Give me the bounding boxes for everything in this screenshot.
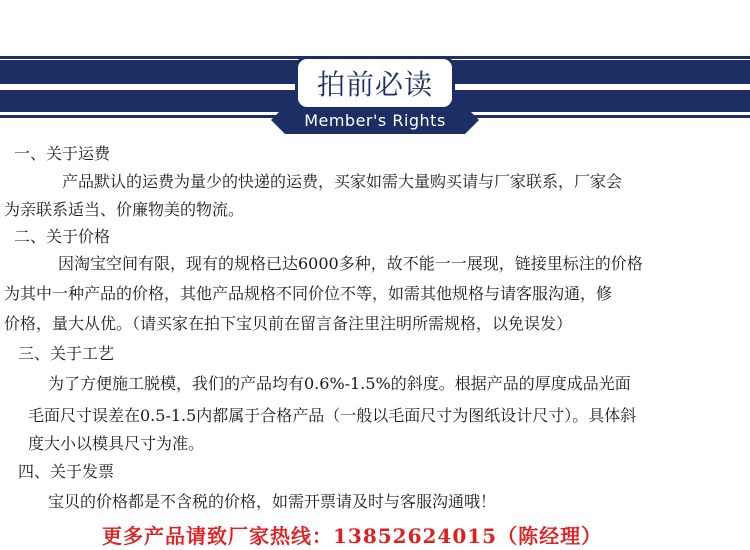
ribbon-left-tip (271, 106, 285, 134)
section-text-line: 毛面尺寸误差在0.5-1.5内都属于合格产品（一般以毛面尺寸为图纸设计尺寸）。具体斜 (28, 406, 637, 425)
header-banner (0, 0, 750, 150)
section-text-line: 产品默认的运费为量少的快递的运费，买家如需大量购买请与厂家联系，厂家会 (62, 172, 623, 191)
section-text-line: 度大小以模具尺寸为准。 (28, 434, 205, 453)
banner-ribbon (285, 106, 465, 134)
section-text-line: 价格，量大从优。（请买家在拍下宝贝前在留言备注里注明所需规格，以免误发） (4, 314, 573, 333)
banner-subtitle: Member's Rights (304, 110, 446, 130)
section-text-line: 为其中一种产品的价格，其他产品规格不同价位不等，如需其他规格与请客服沟通，修 (4, 284, 613, 303)
section-heading-price: 二、关于价格 (14, 227, 111, 246)
banner-badge (275, 50, 475, 138)
banner-title-box (295, 56, 455, 110)
section-heading-shipping: 一、关于运费 (14, 144, 111, 163)
ribbon-right-tip (465, 106, 479, 134)
hotline-text: 更多产品请致厂家热线：13852624015（陈经理） (102, 524, 603, 548)
section-heading-invoice: 四、关于发票 (18, 462, 115, 481)
section-text-line: 为亲联系适当、价廉物美的物流。 (4, 200, 245, 219)
section-heading-craft: 三、关于工艺 (18, 344, 115, 363)
section-text-line: 因淘宝空间有限，现有的规格已达6000多种，故不能一一展现，链接里标注的价格 (58, 254, 643, 273)
section-text-line: 为了方便施工脱模，我们的产品均有0.6%-1.5%的斜度。根据产品的厚度成品光面 (48, 374, 631, 393)
banner-title: 拍前必读 (316, 68, 433, 101)
section-text-line: 宝贝的价格都是不含税的价格，如需开票请及时与客服沟通哦！ (48, 492, 497, 511)
